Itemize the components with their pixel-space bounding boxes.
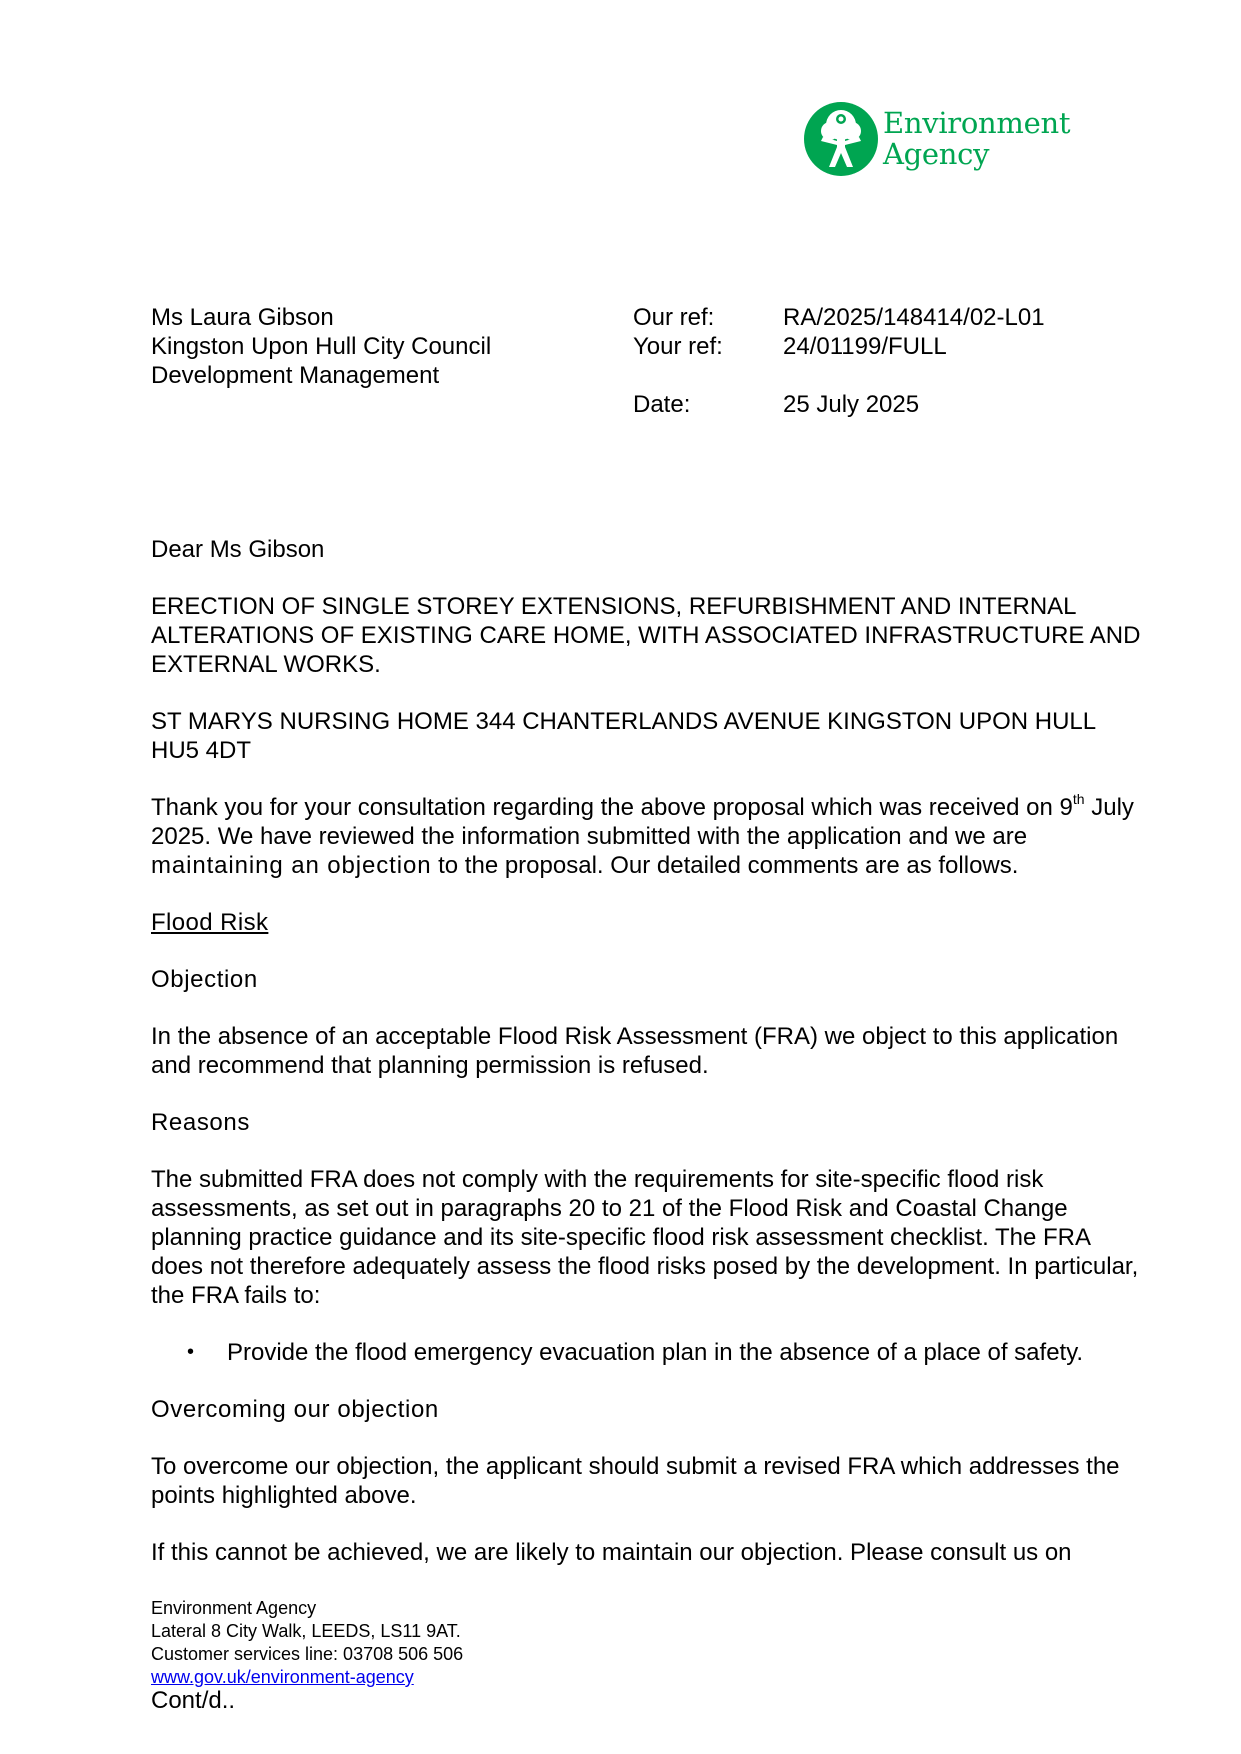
our-ref-value: RA/2025/148414/02-L01 (783, 304, 1045, 331)
logo (803, 100, 1083, 178)
footer-org: Environment Agency (151, 1598, 317, 1618)
recipient-name: Ms Laura Gibson (151, 304, 334, 331)
reasons-paragraph: The submitted FRA does not comply with the requirements for site-specific flood risk assessments, as set out in paragraphs 20 to 21 of the Flood Risk and Coastal Change planning practice guidance and its site-specific flood risk assessment checklist. The FRA does not therefore adequately assess the flood risks posed by the development. In particular, the FRA fails to: (151, 1166, 1139, 1309)
your-ref-label: Your ref: (633, 333, 723, 360)
bullet-icon: • (187, 1341, 195, 1363)
objection-emphasis: maintaining an objection (151, 852, 432, 879)
letter-body (151, 535, 1141, 1595)
environment-agency-tree-logo-icon (803, 101, 879, 177)
intro-paragraph: Thank you for your consultation regarding the above proposal which was received on 9th July 2025. We have reviewed the information submitted with the application and we are maintaining an objection to the proposal. Our detailed comments are as follows. (151, 791, 1134, 879)
logo-line-1: Environment (883, 106, 1071, 140)
reference-block (633, 303, 1045, 419)
ordinal-suffix: th (1072, 791, 1085, 807)
objection-paragraph: In the absence of an acceptable Flood Risk Assessment (FRA) we object to this application and recommend that planning permission is refused. (151, 1023, 1119, 1079)
list-item (187, 1338, 1141, 1367)
recipient-department: Development Management (151, 362, 440, 389)
footer-address-line: Lateral 8 City Walk, LEEDS, LS11 9AT. (151, 1621, 461, 1641)
footer-address (151, 1597, 463, 1689)
bullet-text: Provide the flood emergency evacuation plan in the absence of a place of safety. (227, 1339, 1084, 1366)
our-ref-label: Our ref: (633, 304, 715, 331)
date-label: Date: (633, 391, 691, 418)
heading-objection: Objection (151, 966, 258, 993)
overcoming-paragraph: To overcome our objection, the applicant should submit a revised FRA which addresses the points highlighted above. (151, 1453, 1120, 1509)
date-row (633, 390, 1045, 419)
our-ref-row (633, 303, 1045, 332)
continuation-marker: Cont/d.. (151, 1687, 236, 1714)
your-ref-value: 24/01199/FULL (783, 333, 947, 360)
logo-wordmark (883, 108, 1070, 170)
heading-reasons: Reasons (151, 1109, 250, 1136)
section-title-flood-risk: Flood Risk (151, 909, 269, 936)
salutation: Dear Ms Gibson (151, 536, 325, 563)
site-address: ST MARYS NURSING HOME 344 CHANTERLANDS AVENUE KINGSTON UPON HULL HU5 4DT (151, 708, 1096, 764)
recipient-organisation: Kingston Upon Hull City Council (151, 333, 492, 360)
logo-line-2: Agency (883, 137, 990, 171)
date-value: 25 July 2025 (783, 391, 920, 418)
footer-website-link[interactable]: www.gov.uk/environment-agency (151, 1667, 414, 1687)
your-ref-row (633, 332, 1045, 361)
recipient-address (151, 303, 491, 390)
heading-overcoming-objection: Overcoming our objection (151, 1396, 439, 1423)
footer-phone: Customer services line: 03708 506 506 (151, 1644, 464, 1664)
subject-line: ERECTION OF SINGLE STOREY EXTENSIONS, REFURBISHMENT AND INTERNAL ALTERATIONS OF EXISTING CARE HOME, WITH ASSOCIATED INFRASTRUCTURE AND EXTERNAL WORKS. (151, 593, 1141, 678)
closing-paragraph: If this cannot be achieved, we are likely to maintain our objection. Please consult us on (151, 1539, 1072, 1566)
